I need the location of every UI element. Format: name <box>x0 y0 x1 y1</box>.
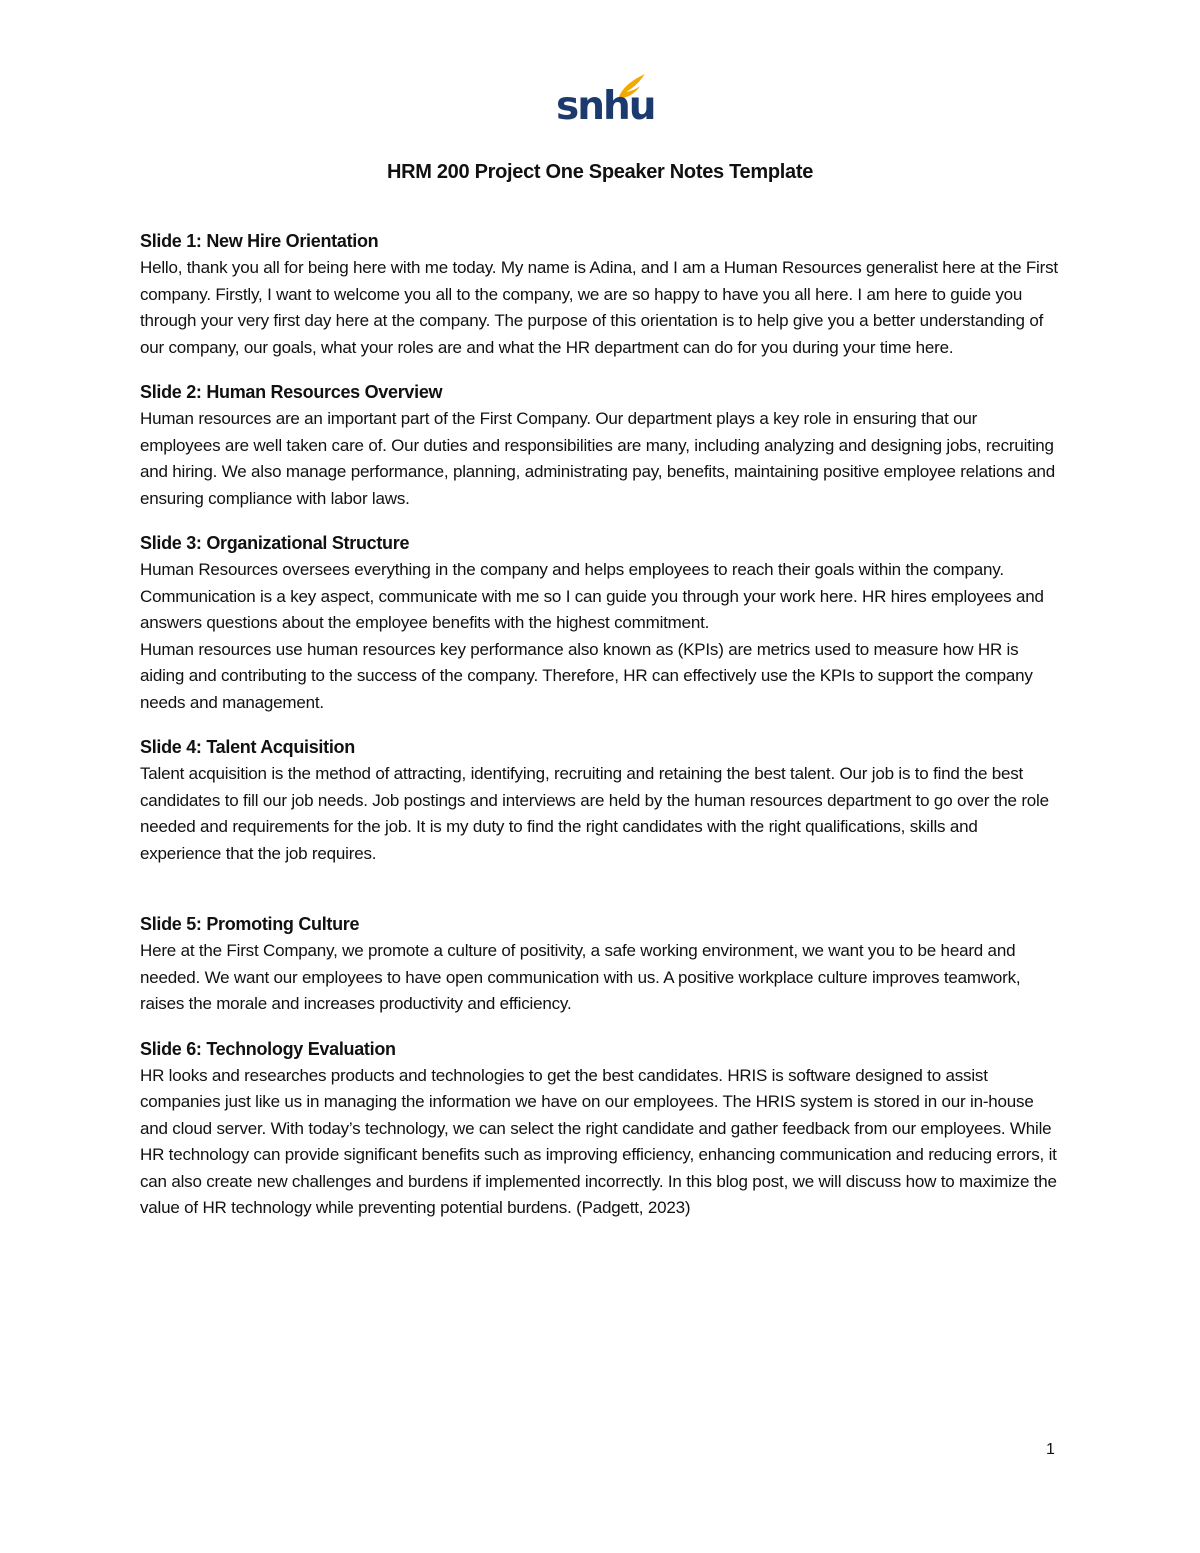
document-title: HRM 200 Project One Speaker Notes Template <box>386 161 814 183</box>
slide-section-4 <box>140 734 1060 867</box>
slide-section-6 <box>140 1036 1060 1222</box>
slide-section-5 <box>140 911 1060 1018</box>
slide-section-1 <box>140 228 1060 361</box>
slide-paragraph: Talent acquisition is the method of attracting, identifying, recruiting and retaining the best talent. Our job is to find the best candidates to fill our job needs. Job postings and interviews are held by the human resources department to go over the role needed and requirements for the job. It is my duty to find the right candidates with the right qualifications, skills and experience that the job requires. <box>140 764 1049 863</box>
snhu-logo <box>556 72 655 132</box>
slide-heading: Slide 4: Talent Acquisition <box>140 737 355 757</box>
slide-paragraph: Here at the First Company, we promote a culture of positivity, a safe working environment, we want you to be heard and needed. We want our employees to have open communication with us. A positive workplace culture improves teamwork, raises the morale and increases productivity and efficiency. <box>140 941 1021 1013</box>
slide-paragraph: Human Resources oversees everything in the company and helps employees to reach their goals within the company. Communication is a key aspect, communicate with me so I can guide you through your work here. HR hires employees and answers questions about the employee benefits with the highest commitment. <box>140 560 1044 632</box>
logo-wordmark: snhu <box>556 84 655 129</box>
page-number: 1 <box>1046 1441 1055 1458</box>
slide-paragraph: Human resources use human resources key performance also known as (KPIs) are metrics used to measure how HR is aiding and contributing to the success of the company. Therefore, HR can effectively use the KPIs to support the company needs and management. <box>140 639 1033 712</box>
slide-heading: Slide 2: Human Resources Overview <box>140 382 443 402</box>
slide-paragraph: HR looks and researches products and technologies to get the best candidates. HRIS is software designed to assist companies just like us in managing the information we have on our employees. The HRIS system is stored in our in-house and cloud server. With today’s technology, we can select the right candidate and gather feedback from our employees. While HR technology can provide significant benefits such as improving efficiency, enhancing communication and reducing errors, it can also create new challenges and burdens if implemented incorrectly. In this blog post, we will discuss how to maximize the value of HR technology while preventing potential burdens. (Padgett, 2023) <box>140 1065 1057 1217</box>
slide-section-2 <box>140 379 1060 512</box>
slide-paragraph: Hello, thank you all for being here with me today. My name is Adina, and I am a Human Resources generalist here at the First company. Firstly, I want to welcome you all to the company, we are so happy to have you all here. I am here to guide you through your very first day here at the company. The purpose of this orientation is to help give you a better understanding of our company, our goals, what your roles are and what the HR department can do for you during your time here. <box>140 258 1058 357</box>
slide-heading: Slide 3: Organizational Structure <box>140 533 410 553</box>
speaker-notes <box>140 228 1060 1240</box>
slide-heading: Slide 1: New Hire Orientation <box>140 231 379 251</box>
slide-paragraph: Human resources are an important part of the First Company. Our department plays a key role in ensuring that our employees are well taken care of. Our duties and responsibilities are many, including analyzing and designing jobs, recruiting and hiring. We also manage performance, planning, administrating pay, benefits, maintaining positive employee relations and ensuring compliance with labor laws. <box>140 409 1056 508</box>
slide-section-3 <box>140 530 1060 716</box>
slide-heading: Slide 6: Technology Evaluation <box>140 1038 396 1059</box>
slide-heading: Slide 5: Promoting Culture <box>140 914 360 934</box>
